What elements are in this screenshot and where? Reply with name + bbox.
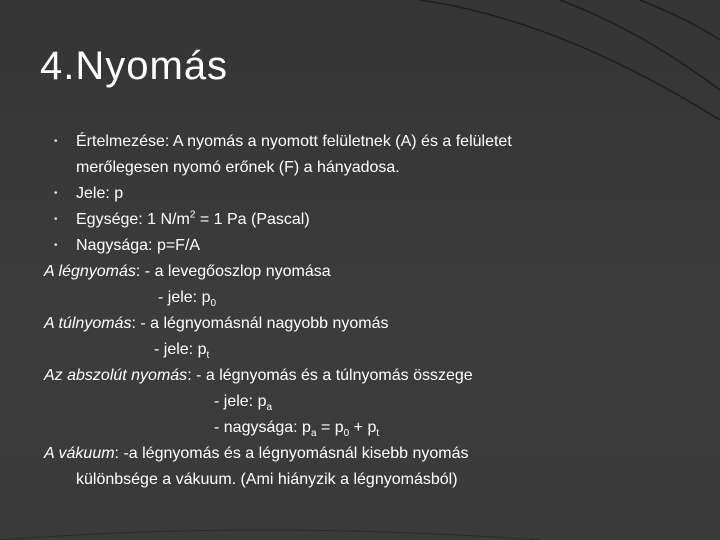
bullet-icon: •	[54, 136, 58, 147]
def-desc: különbsége a vákuum. (Ami hiányzik a légnyomásból)	[76, 471, 458, 488]
bullet-symbol	[44, 181, 704, 207]
bullet-text: = 1 Pa (Pascal)	[195, 211, 310, 228]
bullet-text: Egysége: 1 N/m	[76, 211, 190, 228]
def-vakuum-cont	[44, 467, 704, 493]
bullet-text: Nagysága: p=F/A	[76, 237, 201, 254]
def-nagysag: - nagysága: p	[214, 419, 311, 436]
def-term: A vákuum	[44, 445, 115, 462]
bullet-text: merőlegesen nyomó erőnek (F) a hányadosa.	[76, 159, 400, 176]
subscript: a	[310, 428, 317, 440]
subscript: 0	[210, 298, 217, 310]
slide-body	[44, 129, 704, 493]
subscript: t	[206, 350, 210, 362]
def-abszolut	[44, 363, 704, 389]
def-vakuum	[44, 441, 704, 467]
bullet-text: Jele: p	[76, 185, 124, 202]
def-tulnyomas-jele	[44, 337, 704, 363]
bullet-formula	[44, 233, 704, 259]
def-jele: - jele: p	[158, 289, 211, 306]
bullet-text: Értelmezése: A nyomás a nyomott felületnek (A) és a felületet	[76, 133, 512, 150]
def-nagysag: = p	[316, 419, 344, 436]
bullet-icon: •	[54, 240, 58, 251]
bullet-definition-cont	[44, 155, 704, 181]
def-abszolut-nagysag	[44, 415, 704, 441]
bullet-unit	[44, 207, 704, 233]
def-legnyomas	[44, 259, 704, 285]
def-abszolut-jele	[44, 389, 704, 415]
def-term: A légnyomás	[44, 263, 136, 280]
superscript: 2	[189, 209, 196, 221]
def-desc: : - a levegőoszlop nyomása	[135, 263, 331, 280]
bullet-definition	[44, 129, 704, 155]
subscript: a	[266, 402, 273, 414]
def-term: Az abszolút nyomás	[44, 367, 188, 384]
bullet-icon: •	[54, 188, 58, 199]
def-desc: : - a légnyomásnál nagyobb nyomás	[131, 315, 389, 332]
def-legnyomas-jele	[44, 285, 704, 311]
slide-title: 4.Nyomás	[40, 44, 229, 88]
subscript: 0	[343, 428, 350, 440]
def-tulnyomas	[44, 311, 704, 337]
bullet-icon: •	[54, 214, 58, 225]
def-desc: : - a légnyomás és a túlnyomás összege	[187, 367, 473, 384]
def-term: A túlnyomás	[44, 315, 132, 332]
def-jele: - jele: p	[214, 393, 267, 410]
subscript: t	[376, 428, 380, 440]
def-jele: - jele: p	[154, 341, 207, 358]
def-nagysag: + p	[349, 419, 377, 436]
def-desc: : -a légnyomás és a légnyomásnál kisebb nyomás	[114, 445, 469, 462]
